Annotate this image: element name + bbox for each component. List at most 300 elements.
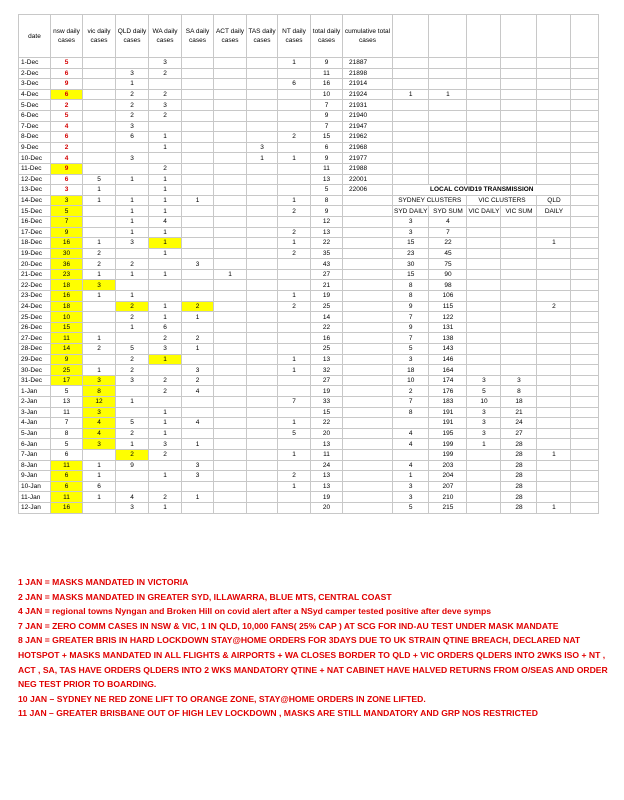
table-row <box>19 132 599 143</box>
qld-cell: 2 <box>116 449 149 460</box>
qld-cell: 2 <box>116 365 149 376</box>
qld-daily-cell <box>537 216 571 227</box>
blank-cell <box>571 407 599 418</box>
header-blank <box>393 15 429 58</box>
date-cell: 25-Dec <box>19 312 51 323</box>
qld-cell <box>116 333 149 344</box>
blank-cell <box>429 121 467 132</box>
syd-daily-cell <box>393 449 429 460</box>
qld-cell: 1 <box>116 227 149 238</box>
blank-cell <box>467 132 501 143</box>
syd-daily-cell: 2 <box>393 386 429 397</box>
nsw-cell: 17 <box>51 375 83 386</box>
sa-cell <box>182 291 214 302</box>
nt-cell: 2 <box>278 471 311 482</box>
date-cell: 19-Dec <box>19 248 51 259</box>
blank-cell <box>501 153 537 164</box>
blank-cell <box>501 110 537 121</box>
blank-cell <box>501 121 537 132</box>
vic-cell <box>83 68 116 79</box>
blank-cell <box>571 460 599 471</box>
sa-cell: 2 <box>182 333 214 344</box>
act-cell: 1 <box>214 269 247 280</box>
table-row <box>19 248 599 259</box>
date-cell: 9-Jan <box>19 471 51 482</box>
act-cell <box>214 110 247 121</box>
qld-cell: 1 <box>116 195 149 206</box>
vic-cell: 4 <box>83 418 116 429</box>
blank-cell <box>467 79 501 90</box>
total-cell: 9 <box>311 110 343 121</box>
table-row <box>19 449 599 460</box>
vic-daily-cell: 5 <box>467 386 501 397</box>
tas-cell <box>247 121 278 132</box>
vic-sum-cell <box>501 248 537 259</box>
blank-cell <box>393 174 429 185</box>
wa-cell <box>149 153 182 164</box>
sa-cell <box>182 58 214 69</box>
side-value: 1 <box>393 89 429 100</box>
nt-cell <box>278 100 311 111</box>
nsw-cell: 36 <box>51 259 83 270</box>
date-cell: 23-Dec <box>19 291 51 302</box>
vic-daily-cell <box>467 216 501 227</box>
tas-cell: 1 <box>247 153 278 164</box>
nsw-cell: 6 <box>51 132 83 143</box>
nsw-cell: 8 <box>51 428 83 439</box>
syd-sum-cell: 191 <box>429 418 467 429</box>
syd-sum-cell: 106 <box>429 291 467 302</box>
blank-cell <box>467 58 501 69</box>
act-cell <box>214 365 247 376</box>
vic-sum-cell <box>501 259 537 270</box>
qld-daily-cell <box>537 471 571 482</box>
blank-cell <box>537 174 571 185</box>
wa-cell: 2 <box>149 89 182 100</box>
tas-cell <box>247 216 278 227</box>
header-blank <box>501 15 537 58</box>
sa-cell: 2 <box>182 375 214 386</box>
group-vic-clusters: VIC CLUSTERS <box>467 195 537 206</box>
wa-cell: 1 <box>149 248 182 259</box>
vic-sum-cell: 8 <box>501 386 537 397</box>
table-row <box>19 110 599 121</box>
act-cell <box>214 407 247 418</box>
total-cell: 12 <box>311 216 343 227</box>
qld-cell: 1 <box>116 291 149 302</box>
table-row <box>19 79 599 90</box>
tas-cell <box>247 79 278 90</box>
nt-cell <box>278 185 311 196</box>
act-cell <box>214 460 247 471</box>
act-cell <box>214 354 247 365</box>
wa-cell: 3 <box>149 100 182 111</box>
vic-sum-cell: 28 <box>501 481 537 492</box>
note-11-jan: 11 JAN – GREATER BRISBANE OUT OF HIGH LEV LOCKDOWN , MASKS ARE STILL MANDATORY AND GRP NOS RESTRICTED <box>18 708 538 719</box>
table-row <box>19 397 599 408</box>
table-row <box>19 312 599 323</box>
nsw-cell: 6 <box>51 449 83 460</box>
vic-cell <box>83 153 116 164</box>
total-cell: 43 <box>311 259 343 270</box>
blank-cell <box>393 79 429 90</box>
sa-cell <box>182 79 214 90</box>
note-10-jan: 10 JAN – SYDNEY NE RED ZONE LIFT TO ORANGE ZONE, STAY@HOME ORDERS IN ZONE LIFTED. <box>18 693 426 704</box>
total-cell: 27 <box>311 375 343 386</box>
nsw-cell: 9 <box>51 163 83 174</box>
vic-cell: 1 <box>83 269 116 280</box>
nt-cell <box>278 502 311 513</box>
header-blank <box>467 15 501 58</box>
group-sydney-clusters: SYDNEY CLUSTERS <box>393 195 467 206</box>
blank-cell <box>537 79 571 90</box>
blank-cell <box>501 100 537 111</box>
tas-cell <box>247 291 278 302</box>
wa-cell: 1 <box>149 269 182 280</box>
sa-cell <box>182 216 214 227</box>
tas-cell <box>247 344 278 355</box>
blank-cell <box>571 142 599 153</box>
nt-cell: 6 <box>278 79 311 90</box>
act-cell <box>214 185 247 196</box>
nsw-cell: 6 <box>51 89 83 100</box>
syd-daily-cell: 15 <box>393 238 429 249</box>
total-cell: 9 <box>311 153 343 164</box>
tas-cell <box>247 301 278 312</box>
blank-cell <box>571 174 599 185</box>
syd-daily-cell: 23 <box>393 248 429 259</box>
total-cell: 20 <box>311 428 343 439</box>
vic-daily-cell <box>467 301 501 312</box>
nt-cell: 1 <box>278 418 311 429</box>
sa-cell <box>182 407 214 418</box>
vic-cell <box>83 216 116 227</box>
nsw-cell: 18 <box>51 301 83 312</box>
sa-cell: 3 <box>182 460 214 471</box>
vic-sum-cell <box>501 333 537 344</box>
vic-sum-cell <box>501 269 537 280</box>
syd-sum-cell: 22 <box>429 238 467 249</box>
qld-daily-cell <box>537 280 571 291</box>
act-cell <box>214 418 247 429</box>
blank-cell <box>501 174 537 185</box>
total-cell: 16 <box>311 79 343 90</box>
nsw-cell: 6 <box>51 174 83 185</box>
qld-cell: 4 <box>116 492 149 503</box>
date-cell: 31-Dec <box>19 375 51 386</box>
vic-cell: 2 <box>83 259 116 270</box>
blank-cell <box>571 68 599 79</box>
qld-daily-cell <box>537 248 571 259</box>
total-cell: 10 <box>311 89 343 100</box>
sa-cell <box>182 89 214 100</box>
date-cell: 6-Jan <box>19 439 51 450</box>
sa-cell: 1 <box>182 344 214 355</box>
table-row <box>19 502 599 513</box>
vic-cell: 4 <box>83 428 116 439</box>
blank-cell <box>393 68 429 79</box>
vic-cell: 1 <box>83 471 116 482</box>
vic-daily-cell <box>467 269 501 280</box>
tas-cell <box>247 163 278 174</box>
syd-sum-cell: 143 <box>429 344 467 355</box>
act-cell <box>214 471 247 482</box>
sa-cell <box>182 481 214 492</box>
syd-daily-cell: 30 <box>393 259 429 270</box>
nt-cell: 1 <box>278 153 311 164</box>
cumulative-cell <box>343 449 393 460</box>
blank-cell <box>571 333 599 344</box>
cumulative-cell <box>343 216 393 227</box>
cumulative-cell: 22006 <box>343 185 393 196</box>
table-row <box>19 439 599 450</box>
nt-cell <box>278 407 311 418</box>
vic-sum-cell <box>501 227 537 238</box>
nsw-cell: 5 <box>51 386 83 397</box>
blank-cell <box>571 481 599 492</box>
blank-cell <box>429 68 467 79</box>
blank-cell <box>429 100 467 111</box>
nt-cell: 2 <box>278 301 311 312</box>
act-cell <box>214 428 247 439</box>
sa-cell <box>182 132 214 143</box>
table-row <box>19 185 599 196</box>
header-nsw: nsw daily cases <box>51 15 83 58</box>
blank-cell <box>501 163 537 174</box>
nt-cell <box>278 269 311 280</box>
qld-cell: 9 <box>116 460 149 471</box>
vic-daily-cell <box>467 481 501 492</box>
vic-cell <box>83 354 116 365</box>
total-cell: 13 <box>311 227 343 238</box>
qld-daily-cell <box>537 460 571 471</box>
vic-daily-cell <box>467 238 501 249</box>
nt-cell: 1 <box>278 365 311 376</box>
wa-cell: 2 <box>149 375 182 386</box>
date-cell: 7-Dec <box>19 121 51 132</box>
vic-cell: 5 <box>83 174 116 185</box>
nsw-cell: 5 <box>51 206 83 217</box>
qld-daily-cell <box>537 365 571 376</box>
total-cell: 22 <box>311 322 343 333</box>
blank-cell <box>571 365 599 376</box>
note-1-jan: 1 JAN = MASKS MANDATED IN VICTORIA <box>18 577 189 587</box>
act-cell <box>214 449 247 460</box>
act-cell <box>214 280 247 291</box>
tas-cell <box>247 227 278 238</box>
qld-cell: 1 <box>116 439 149 450</box>
qld-daily-cell <box>537 418 571 429</box>
act-cell <box>214 322 247 333</box>
vic-cell <box>83 100 116 111</box>
total-cell: 25 <box>311 344 343 355</box>
qld-cell: 1 <box>116 206 149 217</box>
table-row <box>19 354 599 365</box>
vic-cell: 12 <box>83 397 116 408</box>
nsw-cell: 2 <box>51 142 83 153</box>
blank-cell <box>537 132 571 143</box>
tas-cell <box>247 354 278 365</box>
header-wa: WA daily cases <box>149 15 182 58</box>
syd-sum-cell: 131 <box>429 322 467 333</box>
wa-cell <box>149 79 182 90</box>
nt-cell: 2 <box>278 132 311 143</box>
tas-cell <box>247 132 278 143</box>
tas-cell <box>247 68 278 79</box>
cumulative-cell <box>343 439 393 450</box>
blank-cell <box>571 471 599 482</box>
qld-cell: 2 <box>116 312 149 323</box>
tas-cell <box>247 460 278 471</box>
vic-cell <box>83 110 116 121</box>
vic-daily-cell <box>467 227 501 238</box>
tas-cell: 3 <box>247 142 278 153</box>
syd-sum-cell: 195 <box>429 428 467 439</box>
vic-cell: 1 <box>83 365 116 376</box>
blank-cell <box>571 132 599 143</box>
cumulative-cell: 21962 <box>343 132 393 143</box>
note-4-jan: 4 JAN = regional towns Nyngan and Broken Hill on covid alert after a NSyd camper tested positive after deve symps <box>18 606 492 617</box>
table-row <box>19 418 599 429</box>
date-cell: 17-Dec <box>19 227 51 238</box>
vic-daily-cell: 3 <box>467 418 501 429</box>
total-cell: 19 <box>311 492 343 503</box>
tas-cell <box>247 238 278 249</box>
act-cell <box>214 227 247 238</box>
spreadsheet <box>18 14 606 514</box>
vic-daily-cell <box>467 460 501 471</box>
syd-daily-cell: 1 <box>393 471 429 482</box>
table-row <box>19 301 599 312</box>
blank-cell <box>467 68 501 79</box>
qld-daily-cell <box>537 333 571 344</box>
vic-sum-cell: 24 <box>501 418 537 429</box>
syd-daily-cell: 5 <box>393 502 429 513</box>
cumulative-cell <box>343 280 393 291</box>
act-cell <box>214 100 247 111</box>
cumulative-cell <box>343 333 393 344</box>
vic-cell: 3 <box>83 439 116 450</box>
nsw-cell: 9 <box>51 79 83 90</box>
sa-cell <box>182 110 214 121</box>
qld-cell <box>116 481 149 492</box>
cumulative-cell <box>343 375 393 386</box>
nsw-cell: 11 <box>51 333 83 344</box>
note-8-jan: 8 JAN = GREATER BRIS IN HARD LOCKDOWN STAY@HOME ORDERS FOR 3DAYS DUE TO UK STRAIN QTINE BREACH, DECLARED NAT HOTSPOT + MASKS MANDATED IN ALL FLIGHTS & AIRPORTS + WA CLOSES BORDER TO QLD + VIC ORDERS QLDERS INTO 2WKS ISO + NT , ACT , SA, TAS HAVE ORDERS QLDERS INTO 2 WKS MANDATORY QTINE + NAT CABINET HAVE HALVED RETURNS FROM O/SEAS AND ORDER NEG TEST PRIOR TO BOARDING. <box>18 635 608 690</box>
total-cell: 13 <box>311 439 343 450</box>
wa-cell <box>149 259 182 270</box>
act-cell <box>214 68 247 79</box>
cumulative-cell: 21988 <box>343 163 393 174</box>
nsw-cell: 6 <box>51 68 83 79</box>
syd-sum-cell: 146 <box>429 354 467 365</box>
local-transmission-title: LOCAL COVID19 TRANSMISSION <box>393 185 571 196</box>
syd-daily-cell: 3 <box>393 354 429 365</box>
vic-cell <box>83 132 116 143</box>
blank-cell <box>537 121 571 132</box>
wa-cell <box>149 280 182 291</box>
blank-cell <box>393 58 429 69</box>
nt-cell <box>278 312 311 323</box>
total-cell: 24 <box>311 460 343 471</box>
syd-sum-cell: 203 <box>429 460 467 471</box>
sa-cell <box>182 142 214 153</box>
nsw-cell: 3 <box>51 185 83 196</box>
total-cell: 11 <box>311 68 343 79</box>
qld-daily-cell <box>537 322 571 333</box>
blank-cell <box>537 153 571 164</box>
sa-cell <box>182 163 214 174</box>
qld-daily-cell <box>537 407 571 418</box>
qld-daily-cell <box>537 354 571 365</box>
act-cell <box>214 121 247 132</box>
qld-cell <box>116 386 149 397</box>
group-qld: QLD <box>537 195 571 206</box>
tas-cell <box>247 174 278 185</box>
total-cell: 7 <box>311 121 343 132</box>
blank-cell <box>467 174 501 185</box>
syd-sum-cell: 90 <box>429 269 467 280</box>
cumulative-cell <box>343 460 393 471</box>
total-cell: 6 <box>311 142 343 153</box>
vic-daily-cell: 3 <box>467 375 501 386</box>
wa-cell: 2 <box>149 333 182 344</box>
syd-daily-cell: 8 <box>393 280 429 291</box>
total-cell: 33 <box>311 397 343 408</box>
nsw-cell: 10 <box>51 312 83 323</box>
col-syd-sum: SYD SUM <box>429 206 467 217</box>
nsw-cell: 5 <box>51 439 83 450</box>
sa-cell <box>182 121 214 132</box>
wa-cell: 2 <box>149 492 182 503</box>
qld-cell: 1 <box>116 269 149 280</box>
total-cell: 19 <box>311 291 343 302</box>
qld-cell: 2 <box>116 259 149 270</box>
qld-cell: 1 <box>116 322 149 333</box>
act-cell <box>214 238 247 249</box>
nt-cell: 1 <box>278 291 311 302</box>
qld-daily-cell <box>537 291 571 302</box>
qld-cell: 3 <box>116 375 149 386</box>
blank-cell <box>571 121 599 132</box>
vic-cell: 3 <box>83 407 116 418</box>
qld-cell: 3 <box>116 502 149 513</box>
table-row <box>19 121 599 132</box>
vic-sum-cell <box>501 365 537 376</box>
nt-cell <box>278 375 311 386</box>
act-cell <box>214 386 247 397</box>
nt-cell <box>278 259 311 270</box>
cumulative-cell: 22001 <box>343 174 393 185</box>
wa-cell: 1 <box>149 132 182 143</box>
vic-daily-cell <box>467 248 501 259</box>
cumulative-cell <box>343 365 393 376</box>
blank-cell <box>467 163 501 174</box>
nsw-cell: 25 <box>51 365 83 376</box>
sa-cell: 4 <box>182 418 214 429</box>
blank-cell <box>571 397 599 408</box>
sa-cell <box>182 428 214 439</box>
vic-cell <box>83 163 116 174</box>
date-cell: 6-Dec <box>19 110 51 121</box>
wa-cell: 1 <box>149 185 182 196</box>
blank-cell <box>467 110 501 121</box>
sa-cell: 1 <box>182 195 214 206</box>
blank-cell <box>571 354 599 365</box>
tas-cell <box>247 397 278 408</box>
nt-cell: 5 <box>278 428 311 439</box>
header-date: date <box>19 15 51 58</box>
